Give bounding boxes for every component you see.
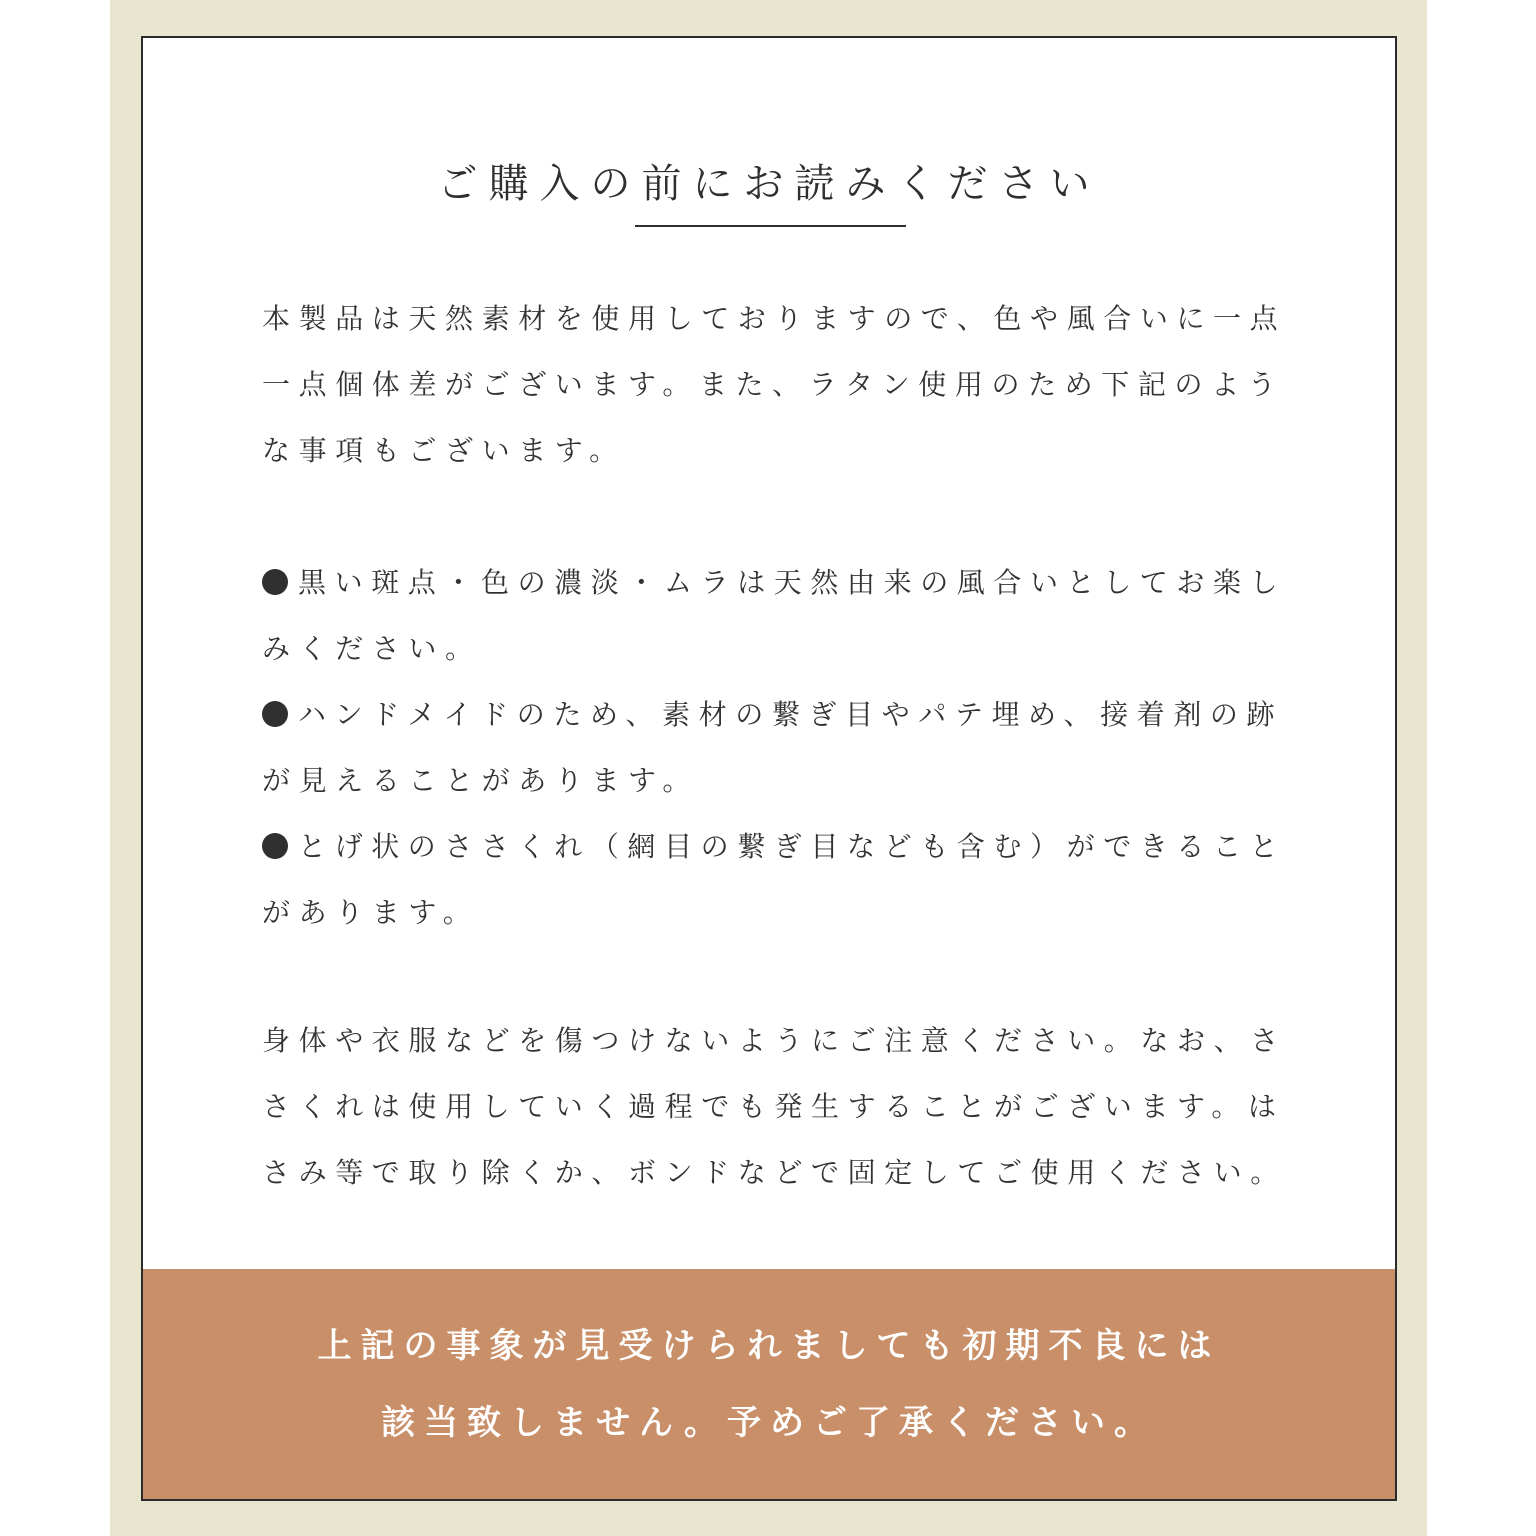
bullet-text: みください。 <box>262 632 482 665</box>
caution-line: 身体や衣服などを傷つけないようにご注意ください。なお、さ <box>262 1024 1287 1057</box>
disclaimer-line: 上記の事象が見受けられましても初期不良には <box>317 1326 1221 1366</box>
title-divider <box>635 225 906 227</box>
disclaimer-banner <box>143 1269 1395 1499</box>
bullet-text: が見えることがあります。 <box>262 764 699 797</box>
bullet-text: があります。 <box>262 896 480 929</box>
bullet-item <box>262 814 1292 946</box>
caution-line: さみ等で取り除くか、ボンドなどで固定してご使用ください。 <box>262 1156 1287 1189</box>
bullet-item <box>262 550 1292 682</box>
bullet-text: ハンドメイドのため、素材の繋ぎ目やパテ埋め、接着剤の跡 <box>298 698 1284 731</box>
caution-line: さくれは使用していく過程でも発生することがございます。は <box>262 1090 1285 1123</box>
bullet-dot-icon <box>262 569 288 595</box>
intro-line: な事項もございます。 <box>262 434 626 467</box>
intro-paragraph <box>262 286 1292 484</box>
intro-line: 本製品は天然素材を使用しておりますので、色や風合いに一点 <box>262 302 1287 335</box>
notice-card <box>141 36 1397 1501</box>
bullet-item <box>262 682 1292 814</box>
bullet-text: 黒い斑点・色の濃淡・ムラは天然由来の風合いとしてお楽し <box>298 566 1287 599</box>
disclaimer-line: 該当致しません。予めご了承ください。 <box>380 1403 1158 1443</box>
intro-line: 一点個体差がございます。また、ラタン使用のため下記のよう <box>262 368 1285 401</box>
page-title: ご購入の前にお読みください <box>437 161 1101 207</box>
bullet-text: とげ状のささくれ（網目の繋ぎ目なども含む）ができること <box>298 830 1287 863</box>
bullet-dot-icon <box>262 833 288 859</box>
caution-paragraph <box>262 1008 1292 1206</box>
bullet-dot-icon <box>262 701 288 727</box>
bullet-list <box>262 550 1292 946</box>
